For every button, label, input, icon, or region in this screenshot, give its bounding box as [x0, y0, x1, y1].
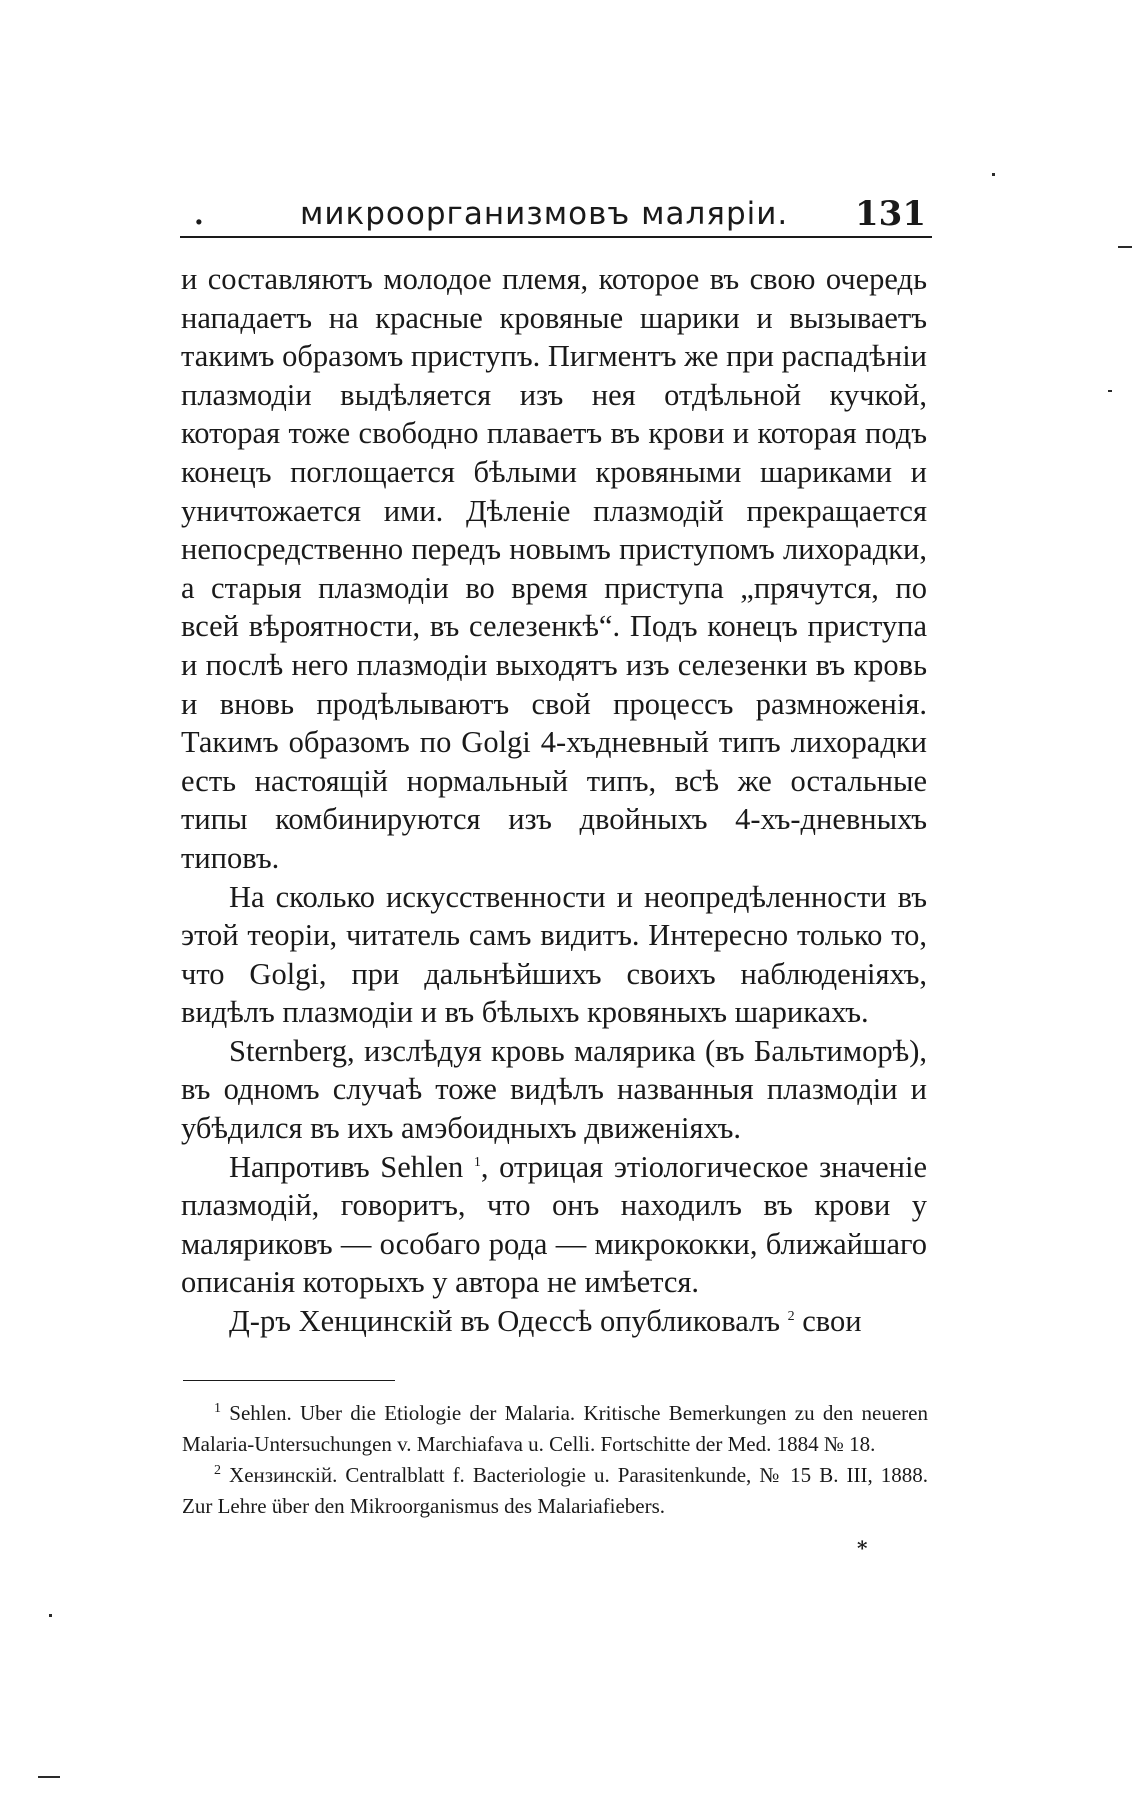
- footnote-reference-1[interactable]: 1: [473, 1154, 481, 1170]
- asterisk-mark: *: [857, 1536, 868, 1560]
- footnote-rule: [183, 1380, 395, 1381]
- header-dot: .: [194, 198, 204, 231]
- page-number: 131: [855, 194, 926, 234]
- margin-speck: [992, 173, 995, 176]
- header-rule: [180, 236, 932, 238]
- paragraph-4-text-end: , отрицая этіологическое значеніе плазмодій, говоритъ, что онъ находилъ въ крови у маляриковъ — особаго рода — микрококки, ближайшаго описанія которыхъ у автора не имѣется.: [181, 1149, 927, 1300]
- paragraph-4-text-start: Напротивъ Sehlen: [229, 1149, 474, 1184]
- paragraph-2: На сколько искусственности и неопредѣленности въ этой теоріи, читатель самъ видитъ. Интересно только то, что Golgi, при дальнѣйшихъ своихъ наблюденіяхъ, видѣлъ плазмодіи и въ бѣлыхъ кровяныхъ шарикахъ.: [181, 879, 927, 1030]
- paragraph-5-text-start: Д-ръ Хенцинскій въ Одессѣ опубликовалъ: [229, 1304, 788, 1339]
- running-title: микроорганизмовъ маляріи.: [300, 196, 789, 232]
- margin-speck: [1118, 246, 1132, 248]
- footnote-2: [182, 1460, 928, 1522]
- margin-speck: [38, 1776, 60, 1778]
- footnote-reference-2[interactable]: 2: [787, 1308, 795, 1324]
- page-header: [180, 196, 932, 240]
- footnote-1-mark: 1: [214, 1401, 221, 1416]
- footnote-2-mark: 2: [214, 1463, 221, 1478]
- margin-speck: [1108, 390, 1112, 392]
- footnotes: [182, 1398, 928, 1522]
- paragraph-3: Sternberg, изслѣдуя кровь малярика (въ Бальтиморѣ), въ одномъ случаѣ тоже видѣлъ названныя плазмодіи и убѣдился въ ихъ амэбоидныхъ движеніяхъ.: [181, 1033, 927, 1146]
- footnote-1-text: Sehlen. Uber die Etiologie der Malaria. Kritische Bemerkungen zu den neueren Malaria-Untersuchungen v. Marchiafava u. Celli. Fortschitte der Med. 1884 № 18.: [182, 1401, 928, 1456]
- margin-speck: [49, 1614, 52, 1617]
- paragraph-1: и составляютъ молодое племя, которое въ свою очередь нападаетъ на красные кровяные шарики и вызываетъ такимъ образомъ приступъ. Пигментъ же при распадѣніи плазмодіи выдѣляется изъ нея отдѣльной кучкой, которая тоже свободно плаваетъ въ крови и которая подъ конецъ поглощается бѣлыми кровяными шариками и уничтожается ими. Дѣленіе плазмодій прекращается непосредственно передъ новымъ приступомъ лихорадки, а старыя плазмодіи во время приступа „прячутся, по всей вѣроятности, въ селезенкѣ“. Подъ конецъ приступа и послѣ него плазмодіи выходятъ изъ селезенки въ кровь и вновь продѣлываютъ свой процессъ размноженія. Такимъ образомъ по Golgi 4-хъдневный типъ лихорадки есть настоящій нормальный типъ, всѣ же остальные типы комбинируются изъ двойныхъ 4-хъ-дневныхъ типовъ.: [181, 262, 927, 875]
- paragraph-5-text-end: свои: [794, 1304, 862, 1339]
- footnote-1: [182, 1398, 928, 1460]
- paragraph-5: [181, 1302, 927, 1341]
- main-text: [181, 260, 927, 1341]
- paragraph-4: [181, 1148, 927, 1302]
- footnote-2-text: Хензинскій. Centralblatt f. Bacteriologie u. Parasitenkunde, № 15 B. III, 1888. Zur Lehre über den Mikroorganismus des Malariafiebers.: [182, 1463, 928, 1518]
